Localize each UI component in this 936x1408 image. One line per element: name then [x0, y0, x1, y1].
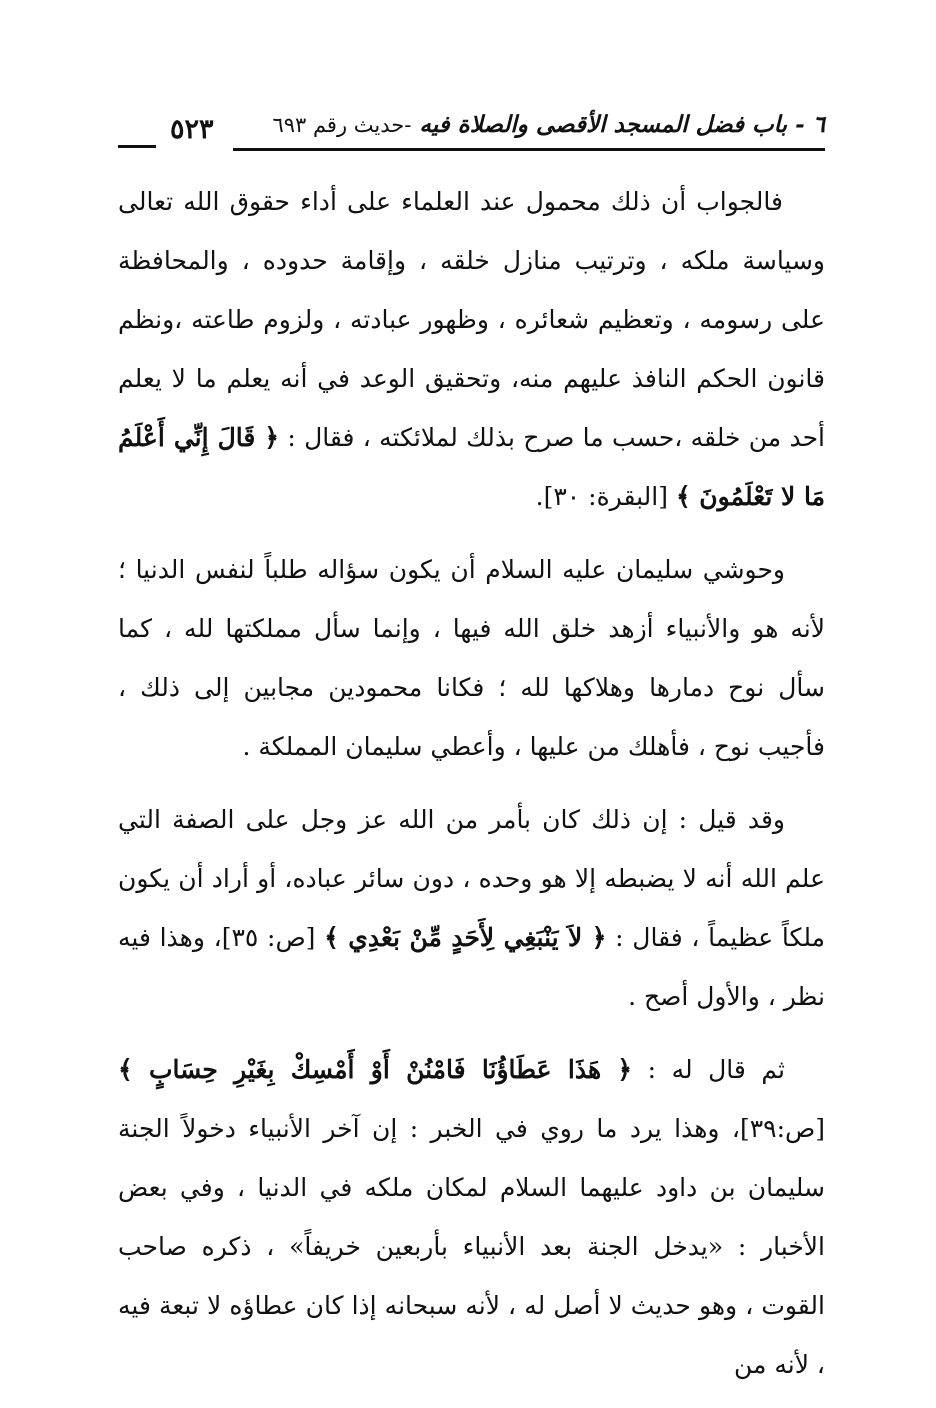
hadith-reference: -حديث رقم ٦٩٣ — [272, 113, 412, 137]
page-number-rule — [118, 145, 156, 148]
chapter-title: ٦ - باب فضل المسجد الأقصى والصلاة فيه — [419, 111, 825, 138]
text-run: [ص:٣٩]، وهذا يرد ما روي في الخبر : إن آخر الأنبياء دخولاً الجنة سليمان بن داود عليهما السلام لمكان ملكه في الدنيا ، وفي بعض الأخبار : «يدخل الجنة بعد الأنبياء بأربعين خريفاً» ، ذكره صاحب القوت ، وهو حديث لا أصل له ، لأنه سبحانه إذا كان عطاؤه لا تبعة فيه ، لأنه من — [118, 1114, 825, 1379]
text-run: وحوشي سليمان عليه السلام أن يكون سؤاله طلباً لنفس الدنيا ؛ لأنه هو والأنبياء أزهد خلق الله فيها ، وإنما سأل مملكتها لله ، كما سأل نوح دمارها وهلاكها لله ؛ فكانا محمودين مجابين إلى ذلك ، فأجيب نوح ، فأهلك من عليها ، وأعطي سليمان المملكة . — [118, 555, 825, 761]
text-run: [ص: ٣٥]، وهذا فيه نظر ، والأول أصح . — [118, 923, 825, 1011]
paragraph — [118, 540, 825, 776]
quran-quote: ﴿ قَالَ إِنِّي أَعْلَمُ مَا لا تَعْلَمُونَ ﴾ — [118, 423, 825, 511]
quran-quote: ﴿ لاَ يَنْبَغِي لِأَحَدٍ مِّنْ بَعْدِي ﴾ — [324, 923, 607, 952]
text-run: فالجواب أن ذلك محمول عند العلماء على أداء حقوق الله تعالى وسياسة ملكه ، وترتيب منازل خلقه ، وإقامة حدوده ، والمحافظة على رسومه ، وتعظيم شعائره ، وظهور عبادته ، ولزوم طاعته ،ونظم قانون الحكم النافذ عليهم منه، وتحقيق الوعد في أنه يعلم ما لا يعلم أحد من خلقه ،حسب ما صرح بذلك لملائكته ، فقال : — [118, 187, 825, 452]
page-number: ٥٢٣ — [170, 114, 214, 145]
text-run: وقد قيل : إن ذلك كان بأمر من الله عز وجل على الصفة التي علم الله أنه لا يضبطه إلا هو وحده ، دون سائر عباده، أو أراد أن يكون ملكاً عظيماً ، فقال : — [118, 805, 825, 952]
paragraph — [118, 790, 825, 1026]
paragraph — [118, 172, 825, 526]
quran-quote: ﴿ هَذَا عَطَاؤُنَا فَامْنُنْ أَوْ أَمْسِكْ بِغَيْرِ حِسَابٍ ﴾ — [118, 1055, 633, 1084]
page-header — [118, 108, 825, 156]
header-rule — [233, 148, 825, 151]
paragraph — [118, 1040, 825, 1394]
running-title — [255, 108, 825, 150]
text-run: ثم قال له : — [632, 1055, 785, 1084]
body-text — [118, 172, 825, 1408]
text-run: [البقرة: ٣٠]. — [535, 482, 676, 511]
